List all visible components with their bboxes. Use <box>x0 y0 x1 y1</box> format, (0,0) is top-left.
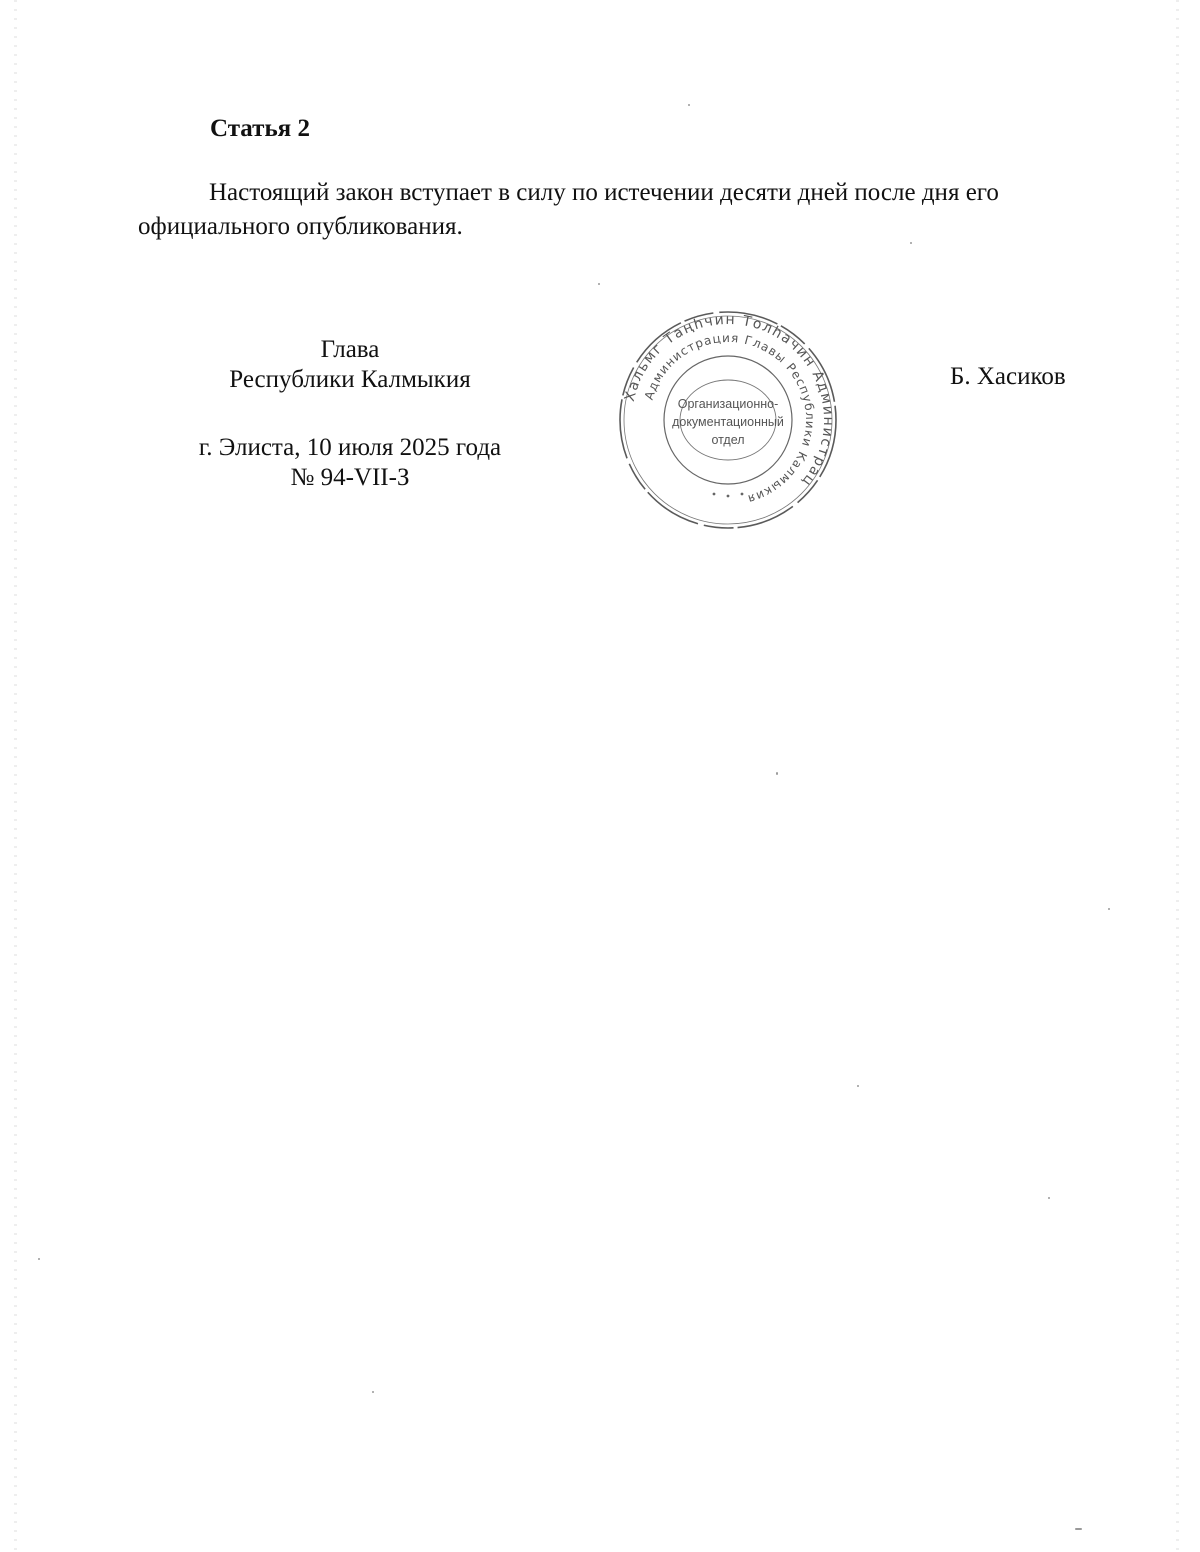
scan-speck <box>776 772 778 775</box>
scan-speck <box>910 242 912 244</box>
scan-speck <box>1048 1197 1050 1199</box>
scan-edge-right <box>1176 0 1179 1552</box>
signature-block <box>170 335 530 493</box>
seal-center-line1: Организационно- <box>677 397 779 411</box>
official-seal-stamp <box>614 306 842 534</box>
signer-title-line2: Республики Калмыкия <box>229 366 471 393</box>
signer-name: Б. Хасиков <box>950 363 1066 390</box>
spacer <box>170 395 530 433</box>
seal-center-line3: отдел <box>711 433 745 447</box>
scan-speck <box>598 283 600 285</box>
article-heading: Статья 2 <box>210 115 310 142</box>
seal-icon <box>614 306 842 534</box>
scan-speck <box>1075 1528 1082 1530</box>
scan-edge-left <box>14 0 17 1552</box>
scan-speck <box>372 1391 374 1393</box>
seal-inner-text: Администрация Главы Республики Калмыкия <box>641 330 818 507</box>
scan-speck <box>857 1085 859 1087</box>
scan-speck <box>38 1258 40 1260</box>
scan-speck <box>1108 908 1110 910</box>
place-date: г. Элиста, 10 июля 2025 года <box>198 434 502 461</box>
scan-speck <box>688 104 690 106</box>
seal-outer-text: Хальмг Таңһчин Толһачин Администрац <box>621 311 837 491</box>
seal-center-line2: документационный <box>672 415 784 429</box>
law-number: № 94-VII-З <box>290 464 410 491</box>
article-text: Настоящий закон вступает в силу по истечении десяти дней после дня его официального опубликования. <box>138 179 999 240</box>
signer-title-line1: Глава <box>320 336 380 363</box>
